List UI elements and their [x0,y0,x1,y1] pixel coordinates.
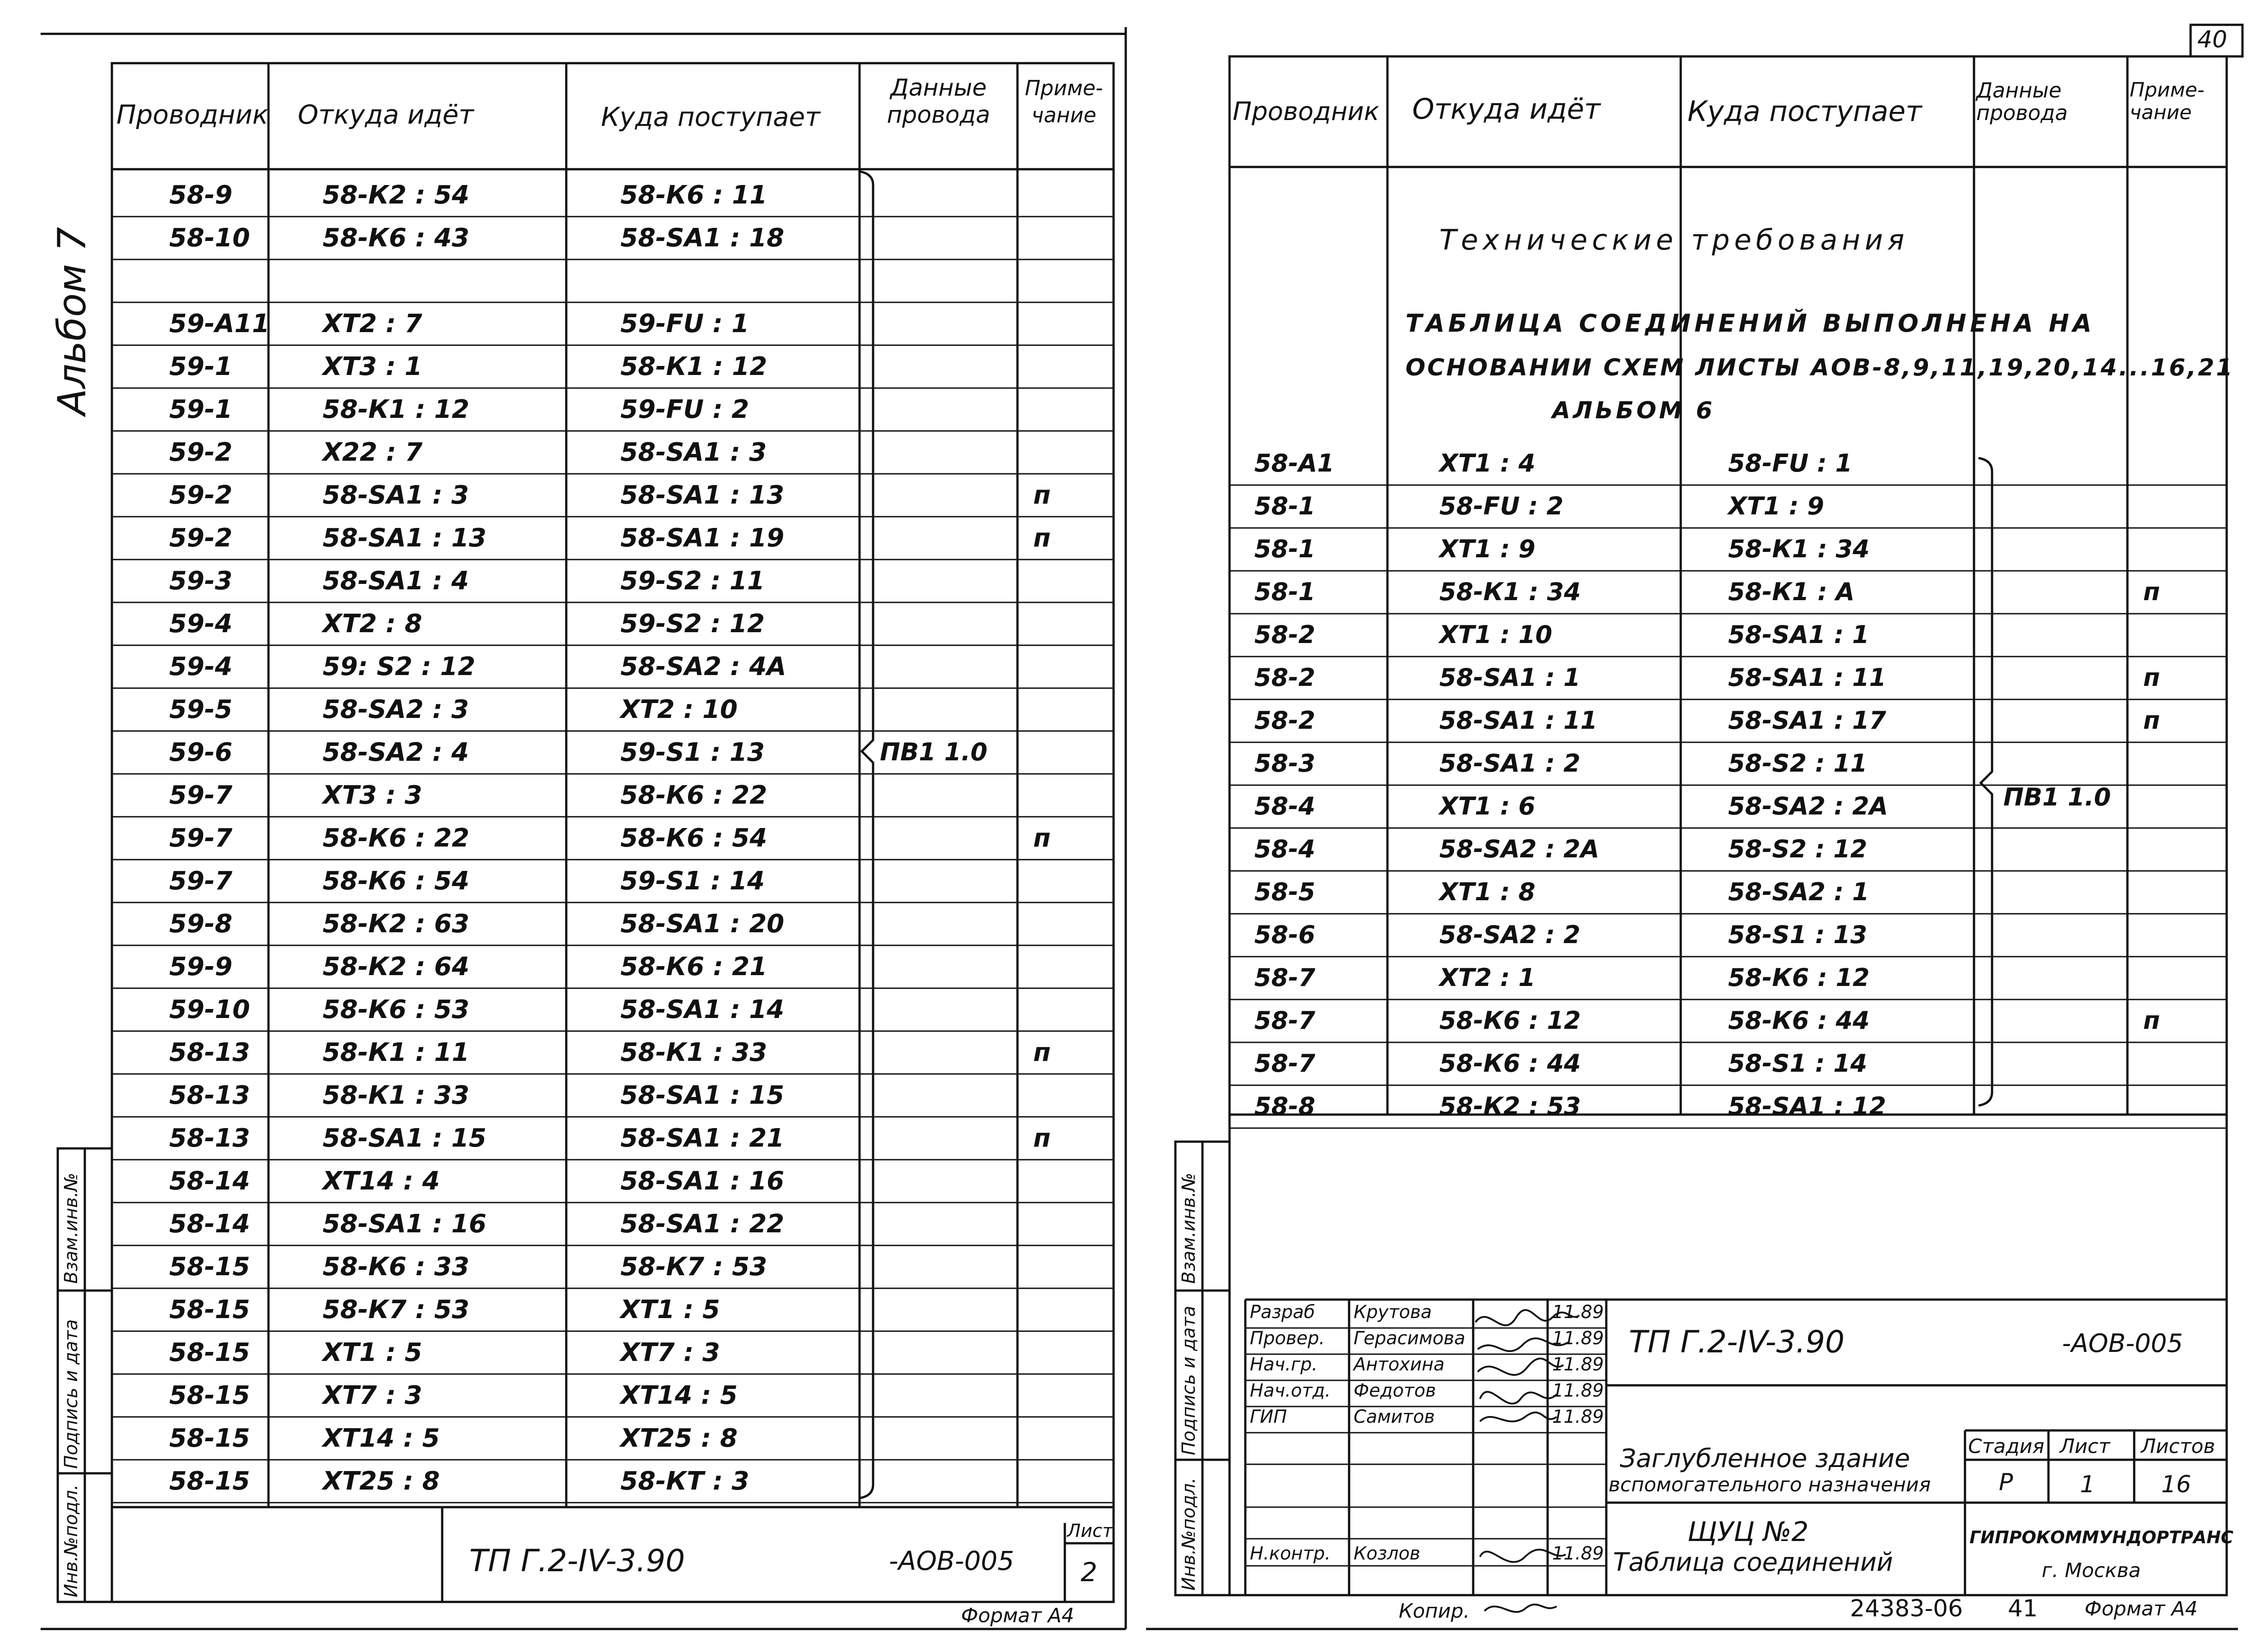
note-cell: п [2143,663,2160,692]
conductor-cell: 58-15 [169,1467,250,1496]
from-cell: 58-К6 : 22 [323,824,470,853]
from-cell: 58-К1 : 33 [323,1081,470,1110]
right-stamp-code: -АОВ-005 [2062,1329,2183,1358]
to-cell: 58-К1 : А [1728,578,1855,606]
right-side-label-signature: Подпись и дата [1179,1305,1199,1455]
from-cell: 58-К6 : 33 [323,1252,470,1282]
conductor-cell: 58-8 [1254,1092,1316,1120]
right-header-conductor: Проводник [1233,97,1379,126]
sheet-value: 1 [2080,1471,2095,1498]
left-stamp-code: -АОВ-005 [889,1546,1014,1576]
building-line-1: Заглубленное здание [1620,1444,1910,1473]
left-stamp-sheet: 2 [1081,1557,1097,1587]
stamp-name: Крутова [1354,1302,1432,1323]
left-header-from: Откуда идёт [298,99,474,130]
from-cell: 58-FU : 2 [1439,492,1564,520]
conductor-cell: 59-7 [169,781,233,810]
left-side-label-replace: Взам.инв.№ [61,1172,82,1284]
to-cell: ХТ1 : 5 [620,1295,720,1324]
to-cell: 58-К7 : 53 [620,1252,767,1282]
left-header-to: Куда поступает [601,102,820,132]
stamp-role: Нач.гр. [1250,1354,1318,1375]
conductor-cell: 59-7 [169,866,233,896]
conductor-cell: 58-2 [1254,620,1316,649]
stamp-role: Разраб [1250,1302,1315,1323]
from-cell: ХТ7 : 3 [323,1381,422,1410]
building-line-2: вспомогательного назначения [1609,1473,1931,1496]
to-cell: 58-SA2 : 4А [620,652,786,681]
stamp-date: 11.89 [1552,1380,1604,1401]
conductor-cell: 58-15 [169,1381,250,1410]
stamp-name: Самитов [1354,1407,1435,1427]
to-cell: 58-SA1 : 17 [1728,706,1886,735]
conductor-cell: 58-1 [1254,535,1316,563]
conductor-cell: 58-13 [169,1038,250,1067]
from-cell: 58-К2 : 64 [323,952,470,981]
to-cell: 59-FU : 1 [620,309,749,338]
left-wire-note: ПВ1 1.0 [880,738,988,766]
to-cell: 58-К6 : 54 [620,824,767,853]
to-cell: 58-FU : 1 [1728,449,1853,477]
right-stamp-designation: ТП Г.2-IV-3.90 [1629,1324,1845,1360]
from-cell: 58-К2 : 54 [323,180,470,210]
to-cell: 59-S1 : 13 [620,738,765,767]
stamp-role: Провер. [1250,1328,1325,1349]
from-cell: 58-SA2 : 4 [323,738,469,767]
from-cell: ХТ3 : 1 [323,352,422,381]
stamp-role: Нач.отд. [1250,1380,1331,1401]
to-cell: 58-К6 : 44 [1728,1006,1870,1035]
from-cell: 58-К6 : 43 [323,223,470,253]
conductor-cell: 58-1 [1254,492,1316,520]
to-cell: 58-SA1 : 14 [620,995,785,1024]
from-cell: 58-К6 : 12 [1439,1006,1581,1035]
to-cell: 58-К6 : 22 [620,781,767,810]
to-cell: 58-К1 : 33 [620,1038,767,1067]
tech-line-2: ОСНОВАНИИ СХЕМ ЛИСТЫ АОВ-8,9,11,19,20,14...16,21 [1405,354,2234,381]
conductor-cell: 58-15 [169,1252,250,1282]
org-city: г. Москва [2042,1559,2141,1582]
from-cell: 58-SA1 : 4 [323,566,469,596]
stamp-date: 11.89 [1552,1328,1604,1349]
from-cell: 58-К6 : 44 [1439,1049,1581,1078]
to-cell: 58-SA1 : 1 [1728,620,1869,649]
doc-title-1: ЩУЦ №2 [1687,1516,1809,1548]
stamp-norm-date: 11.89 [1552,1543,1604,1564]
from-cell: ХТ3 : 3 [323,781,422,810]
note-cell: п [2143,706,2160,735]
to-cell: 58-SA1 : 19 [620,523,785,553]
conductor-cell: 59-10 [169,995,250,1024]
copy-label: Копир. [1399,1600,1470,1623]
to-cell: 58-S2 : 12 [1728,835,1868,863]
from-cell: 58-SA1 : 2 [1439,749,1581,777]
conductor-cell: 58-4 [1254,792,1316,820]
stamp-date: 11.89 [1552,1354,1604,1375]
conductor-cell: 58-9 [169,180,233,210]
left-wire-bracket [860,171,873,1498]
conductor-cell: 59-2 [169,481,233,510]
conductor-cell: 58-1 [1254,578,1316,606]
stamp-name: Антохина [1354,1354,1445,1375]
from-cell: ХТ2 : 7 [323,309,422,338]
tech-title: Технические требования [1439,223,1909,256]
conductor-cell: 59-4 [169,609,233,639]
stamp-norm-role: Н.контр. [1250,1543,1331,1564]
right-wire-bracket [1979,458,1992,1106]
from-cell: 58-SA1 : 1 [1439,663,1581,692]
to-cell: 58-SA2 : 2А [1728,792,1888,820]
from-cell: 58-SA1 : 13 [323,523,487,553]
from-cell: ХТ2 : 1 [1439,963,1535,992]
conductor-cell: 59-8 [169,909,233,939]
to-cell: 58-SA1 : 15 [620,1081,785,1110]
left-header-conductor: Проводник [116,99,268,130]
left-stamp-sheet-label: Лист [1067,1521,1113,1541]
conductor-cell: 58-7 [1254,963,1316,992]
stage-label: Стадия [1968,1435,2044,1458]
to-cell: 58-SA1 : 18 [620,223,785,253]
from-cell: ХТ2 : 8 [323,609,422,639]
conductor-cell: 58-7 [1254,1049,1316,1078]
from-cell: 58-SA2 : 3 [323,695,469,724]
conductor-cell: 59-5 [169,695,233,724]
conductor-cell: 58-15 [169,1424,250,1453]
album-label: Альбом 7 [50,227,95,415]
to-cell: ХТ14 : 5 [620,1381,738,1410]
to-cell: 58-К1 : 34 [1728,535,1870,563]
stamp-name: Федотов [1354,1380,1436,1401]
conductor-cell: 58-А1 [1254,449,1334,477]
note-cell: п [1033,1038,1051,1067]
from-cell: 58-К6 : 53 [323,995,470,1024]
to-cell: 58-S1 : 13 [1728,921,1868,949]
stage-value: Р [1999,1469,2013,1496]
from-cell: 58-SA1 : 16 [323,1209,487,1239]
right-side-label-replace: Взам.инв.№ [1179,1172,1199,1284]
note-cell: п [1033,481,1051,510]
from-cell: 58-К2 : 63 [323,909,470,939]
left-stamp-designation: ТП Г.2-IV-3.90 [469,1543,685,1579]
conductor-cell: 58-4 [1254,835,1316,863]
from-cell: 58-SA1 : 3 [323,481,469,510]
conductor-cell: 59-7 [169,824,233,853]
left-side-label-inv: Инв.№подл. [61,1484,82,1597]
to-cell: 58-К1 : 12 [620,352,767,381]
stamp-name: Герасимова [1354,1328,1465,1349]
left-header-wire-data: Данные провода [887,74,990,129]
conductor-cell: 58-10 [169,223,250,253]
stamp-norm-name: Козлов [1354,1543,1420,1564]
right-header-note: Приме- чание [2130,79,2205,124]
to-cell: ХТ1 : 9 [1728,492,1824,520]
note-cell: п [1033,523,1051,553]
conductor-cell: 59-2 [169,523,233,553]
from-cell: ХТ1 : 5 [323,1338,422,1367]
conductor-cell: 59-4 [169,652,233,681]
to-cell: 58-S1 : 14 [1728,1049,1868,1078]
from-cell: 58-К1 : 34 [1439,578,1581,606]
from-cell: 58-К1 : 11 [323,1038,470,1067]
stamp-date: 11.89 [1552,1407,1604,1427]
from-cell: 58-К1 : 12 [323,395,470,424]
from-cell: 58-SA1 : 15 [323,1124,487,1153]
from-cell: 58-К7 : 53 [323,1295,470,1324]
to-cell: 58-SA1 : 11 [1728,663,1886,692]
to-cell: 58-SA1 : 13 [620,481,785,510]
conductor-cell: 58-15 [169,1338,250,1367]
stamp-role: ГИП [1250,1407,1287,1427]
tech-line-1: ТАБЛИЦА СОЕДИНЕНИЙ ВЫПОЛНЕНА НА [1405,309,2095,338]
to-cell: 58-SA2 : 1 [1728,878,1869,906]
inventory-sheet: 41 [2008,1595,2038,1622]
from-cell: 58-SA1 : 11 [1439,706,1598,735]
org-name: ГИПРОКОММУНДОРТРАНС [1969,1527,2233,1547]
to-cell: 58-SA1 : 21 [620,1124,785,1153]
to-cell: 58-SA1 : 3 [620,438,767,467]
right-wire-note: ПВ1 1.0 [2003,783,2111,811]
to-cell: 58-SA1 : 16 [620,1166,785,1196]
sheets-value: 16 [2161,1471,2191,1498]
conductor-cell: 58-15 [169,1295,250,1324]
from-cell: ХТ25 : 8 [323,1467,440,1496]
right-format: Формат А4 [2085,1597,2198,1620]
page-number: 40 [2197,26,2228,53]
note-cell: п [2143,1006,2160,1035]
conductor-cell: 58-14 [169,1209,250,1239]
sheet-label: Лист [2060,1435,2110,1458]
left-header-note: Приме- чание [1025,76,1103,127]
from-cell: ХТ1 : 6 [1439,792,1535,820]
to-cell: 58-SA1 : 20 [620,909,785,939]
from-cell: 58-SA2 : 2А [1439,835,1600,863]
from-cell: ХТ1 : 9 [1439,535,1535,563]
to-cell: 58-К6 : 12 [1728,963,1870,992]
to-cell: 58-КТ : 3 [620,1467,749,1496]
to-cell: ХТ2 : 10 [620,695,738,724]
stamp-date: 11.89 [1552,1302,1604,1323]
to-cell: 58-S2 : 11 [1728,749,1868,777]
conductor-cell: 59-6 [169,738,233,767]
conductor-cell: 58-7 [1254,1006,1316,1035]
left-format: Формат А4 [961,1604,1074,1627]
conductor-cell: 59-1 [169,352,233,381]
to-cell: 59-S2 : 11 [620,566,765,596]
conductor-cell: 58-2 [1254,706,1316,735]
left-side-label-signature: Подпись и дата [61,1319,82,1469]
sheets-label: Листов [2141,1435,2215,1458]
note-cell: п [2143,578,2160,606]
conductor-cell: 58-14 [169,1166,250,1196]
conductor-cell: 58-13 [169,1124,250,1153]
right-header-from: Откуда идёт [1412,93,1601,125]
to-cell: 58-SA1 : 12 [1728,1092,1886,1120]
to-cell: 59-FU : 2 [620,395,749,424]
conductor-cell: 59-2 [169,438,233,467]
to-cell: 59-S1 : 14 [620,866,765,896]
from-cell: 59: S2 : 12 [323,652,476,681]
conductor-cell: 58-2 [1254,663,1316,692]
conductor-cell: 59-9 [169,952,233,981]
conductor-cell: 59-А11 [169,309,270,338]
conductor-cell: 59-1 [169,395,233,424]
from-cell: ХТ1 : 4 [1439,449,1535,477]
from-cell: Х22 : 7 [323,438,423,467]
from-cell: ХТ14 : 5 [323,1424,440,1453]
from-cell: 58-К2 : 53 [1439,1092,1581,1120]
conductor-cell: 58-5 [1254,878,1316,906]
to-cell: ХТ25 : 8 [620,1424,738,1453]
from-cell: ХТ14 : 4 [323,1166,440,1196]
to-cell: ХТ7 : 3 [620,1338,720,1367]
tech-line-3: АЛЬБОМ 6 [1552,397,1715,424]
right-side-label-inv: Инв.№подл. [1179,1477,1199,1591]
to-cell: 58-К6 : 11 [620,180,767,210]
right-header-wire-data: Данные провода [1976,78,2068,125]
from-cell: 58-SA2 : 2 [1439,921,1581,949]
conductor-cell: 58-3 [1254,749,1316,777]
doc-title-2: Таблица соединений [1613,1548,1893,1577]
note-cell: п [1033,824,1051,853]
to-cell: 58-К6 : 21 [620,952,767,981]
from-cell: ХТ1 : 10 [1439,620,1553,649]
to-cell: 59-S2 : 12 [620,609,765,639]
to-cell: 58-SA1 : 22 [620,1209,785,1239]
conductor-cell: 58-13 [169,1081,250,1110]
from-cell: 58-К6 : 54 [323,866,470,896]
conductor-cell: 58-6 [1254,921,1316,949]
conductor-cell: 59-3 [169,566,233,596]
inventory-number: 24383-06 [1850,1595,1963,1622]
note-cell: п [1033,1124,1051,1153]
from-cell: ХТ1 : 8 [1439,878,1535,906]
right-header-to: Куда поступает [1687,95,1922,128]
